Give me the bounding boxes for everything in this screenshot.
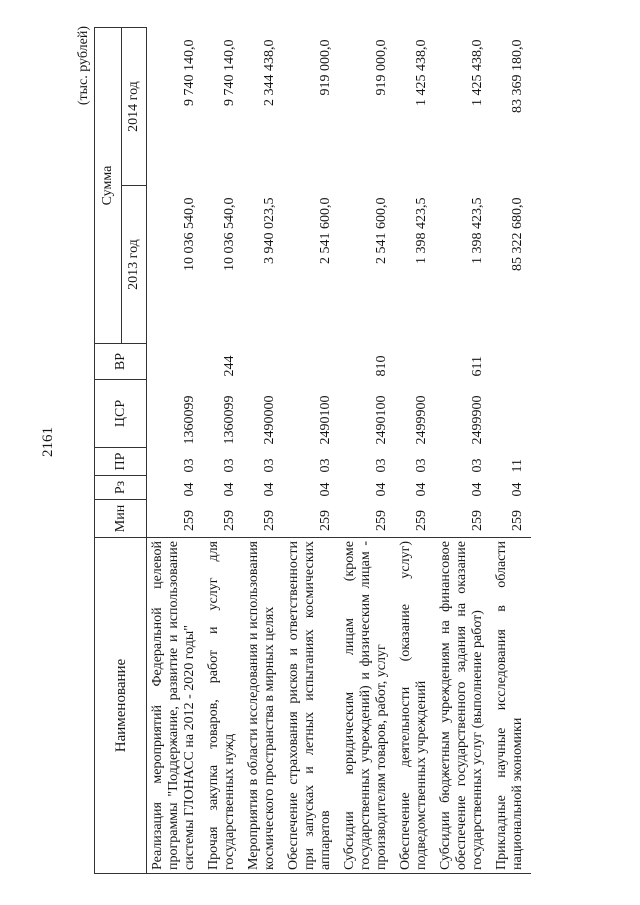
row-vr: 244 [222,355,237,377]
row-sum-2014: 83 369 180,0 [510,39,525,113]
row-csr: 1360099 [222,395,237,445]
row-csr: 2490100 [374,395,389,445]
table-row [395,28,435,874]
row-rz: 04 [262,482,277,497]
header-csr: ЦСР [95,380,147,448]
header-sum: Сумма [95,28,122,344]
row-sum-2014: 1 425 438,0 [470,39,485,106]
row-sum-2013: 2 541 600,0 [318,197,333,264]
row-csr [491,380,531,448]
header-min: Мин [95,500,147,538]
row-vr [243,344,283,380]
row-sum-2013: 85 322 680,0 [510,197,525,271]
row-sum-2014: 919 000,0 [318,39,333,96]
row-pr: 03 [318,458,333,473]
row-rz: 04 [470,482,485,497]
header-name: Наименование [95,538,147,874]
row-csr: 2490000 [262,395,277,445]
row-rz: 04 [318,482,333,497]
row-vr [395,344,435,380]
row-sum-2013: 10 036 540,0 [182,197,197,271]
row-rz: 04 [510,482,525,497]
rotated-document-page [20,12,620,892]
row-vr: 611 [470,356,485,377]
row-name: Субсидии юридическим лицам (кроме государственных учреждений) и физическим лицам - производителям товаров, работ, услуг [339,538,395,874]
row-pr: 03 [414,458,429,473]
row-min: 259 [203,500,243,538]
header-vr: ВР [95,344,147,380]
row-pr: 11 [510,459,525,473]
table-row [147,28,204,874]
row-vr [283,344,339,380]
row-sum-2014: 9 740 140,0 [222,39,237,106]
row-sum-2013: 1 398 423,5 [470,197,485,264]
page-number: 2161 [40,427,56,457]
row-rz: 04 [182,482,197,497]
units-note: (тыс. рублей) [76,26,91,106]
row-sum-2014: 919 000,0 [374,39,389,96]
row-csr: 2499900 [470,395,485,445]
row-rz: 04 [374,482,389,497]
row-csr: 1360099 [182,395,197,445]
row-sum-2013: 1 398 423,5 [414,197,429,264]
row-pr: 03 [262,458,277,473]
row-name: Прочая закупка товаров, работ и услуг для государственных нужд [203,538,243,874]
row-pr: 03 [182,458,197,473]
table-header [95,28,147,874]
row-sum-2014: 9 740 140,0 [182,39,197,106]
row-name: Обеспечение деятельности (оказание услуг) подведомственных учреждений [395,538,435,874]
row-name: Обеспечение страхования рисков и ответственности при запусках и летных испытаниях космических аппаратов [283,538,339,874]
row-sum-2013: 3 940 023,5 [262,197,277,264]
header-year-2014: 2014 год [122,28,147,186]
row-min: 259 [243,500,283,538]
header-rz: Рз [95,476,147,500]
table-row [339,28,395,874]
row-vr [147,344,204,380]
row-rz: 04 [414,482,429,497]
table-row [491,28,531,874]
row-pr: 03 [222,458,237,473]
table-row [283,28,339,874]
header-year-2013: 2013 год [122,186,147,344]
row-min: 259 [395,500,435,538]
row-rz: 04 [222,482,237,497]
budget-table [94,27,531,874]
header-pr: ПР [95,448,147,476]
row-min: 259 [339,500,395,538]
table-body [147,28,532,874]
table-row [243,28,283,874]
row-name: Субсидии бюджетным учреждениям на финансовое обеспечение государственного задания на оказание государственных услуг (выполнение работ) [435,538,491,874]
row-min: 259 [283,500,339,538]
row-sum-2014: 1 425 438,0 [414,39,429,106]
row-csr: 2490100 [318,395,333,445]
row-vr [491,344,531,380]
table-row [203,28,243,874]
row-name: Реализация мероприятий Федеральной целевой программы "Поддержание, развитие и использование системы ГЛОНАСС на 2012 - 2020 годы" [147,538,204,874]
row-min: 259 [491,500,531,538]
row-sum-2013: 2 541 600,0 [374,197,389,264]
row-pr: 03 [374,458,389,473]
row-sum-2014: 2 344 438,0 [262,39,277,106]
table-row [435,28,491,874]
row-vr: 810 [374,355,389,377]
row-min: 259 [435,500,491,538]
row-name: Мероприятия в области исследования и использования космического пространства в мирных целях [243,538,283,874]
row-min: 259 [147,500,204,538]
row-sum-2013: 10 036 540,0 [222,197,237,271]
row-pr: 03 [470,458,485,473]
row-name: Прикладные научные исследования в области национальной экономики [491,538,531,874]
row-csr: 2499900 [414,395,429,445]
